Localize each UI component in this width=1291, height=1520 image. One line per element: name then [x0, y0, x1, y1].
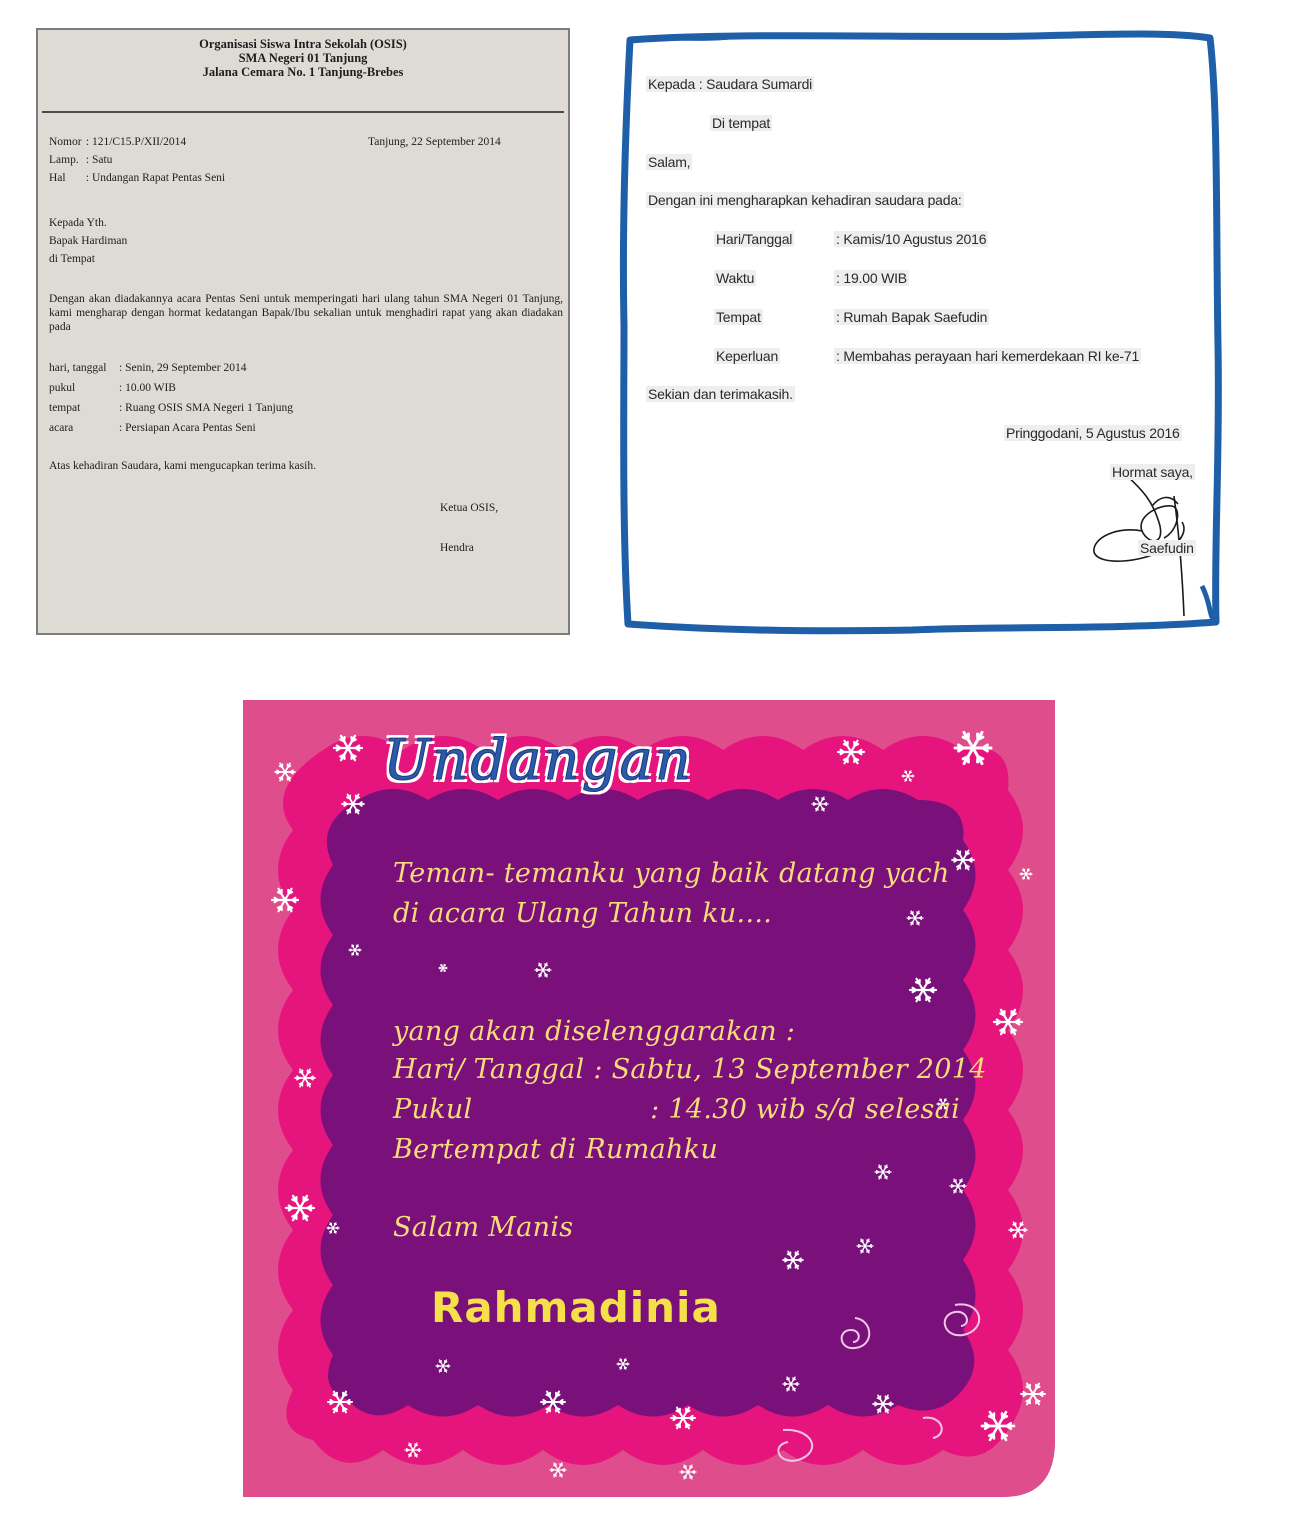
card-line: yang akan diselenggarakan :: [393, 1016, 796, 1047]
lamp-label: Lamp.: [49, 154, 79, 166]
letter-date: Tanjung, 22 September 2014: [368, 136, 501, 148]
nomor-line: [49, 136, 186, 148]
detail-value: : 10.00 WIB: [119, 382, 176, 394]
detail-value: : 19.00 WIB: [836, 270, 907, 286]
detail-row: [49, 378, 293, 398]
sender-name: Saefudin: [1140, 540, 1194, 556]
letter-body: Dengan akan diadakannya acara Pentas Seni untuk memperingati hari ulang tahun SMA Negeri 01 Tanjung, kami mengharap dengan hormat kedatangan Bapak/Ibu sekalian untuk menghadiri rapat yang akan diadakan pada: [49, 293, 563, 333]
detail-label: Keperluan: [716, 348, 779, 364]
intro-text: Dengan ini mengharapkan kehadiran saudara pada:: [648, 192, 962, 208]
lamp-value: : Satu: [85, 154, 113, 166]
lamp-line: [49, 154, 112, 166]
regards: Hormat saya,: [1112, 464, 1193, 480]
school-name: SMA Negeri 01 Tanjung: [238, 51, 368, 65]
card-line: Pukul : 14.30 wib s/d selesai: [393, 1094, 961, 1125]
recipient-block: [49, 214, 127, 268]
informal-letter: [612, 26, 1232, 638]
detail-value: : Senin, 29 September 2014: [119, 362, 247, 374]
recipient-line: Kepada Yth.: [49, 217, 107, 229]
detail-value: : Rumah Bapak Saefudin: [836, 309, 988, 325]
hal-label: Hal: [49, 172, 66, 184]
detail-value: : Kamis/10 Agustus 2016: [836, 231, 987, 247]
closing-text: Atas kehadiran Saudara, kami mengucapkan terima kasih.: [49, 460, 316, 472]
hal-line: [49, 172, 225, 184]
nomor-value: : 121/C15.P/XII/2014: [85, 136, 187, 148]
card-line: Teman- temanku yang baik datang yach: [393, 858, 950, 889]
detail-label: Tempat: [716, 309, 761, 325]
card-title: Undangan: [383, 728, 693, 793]
card-line: di acara Ulang Tahun ku....: [393, 898, 773, 929]
greeting: Salam,: [648, 154, 691, 170]
formal-letter: [36, 28, 570, 635]
birthday-invitation-card: [243, 700, 1058, 1500]
card-line: Hari/ Tanggal : Sabtu, 13 September 2014: [393, 1054, 987, 1085]
detail-label: Waktu: [716, 270, 755, 286]
detail-label: Hari/Tanggal: [716, 231, 793, 247]
recipient-line: di Tempat: [49, 253, 95, 265]
letter-date: Pringgodani, 5 Agustus 2016: [1006, 425, 1180, 441]
detail-label: pukul: [49, 382, 76, 394]
letter-header: [42, 33, 564, 113]
detail-value: : Ruang OSIS SMA Negeri 1 Tanjung: [119, 402, 294, 414]
sign-name: Hendra: [440, 542, 474, 554]
nomor-label: Nomor: [49, 136, 82, 148]
detail-label: hari, tanggal: [49, 362, 107, 374]
detail-label: acara: [49, 422, 74, 434]
detail-row: [49, 398, 293, 418]
recipient-line: Bapak Hardiman: [49, 235, 128, 247]
card-line: Salam Manis: [393, 1212, 574, 1243]
detail-row: [49, 358, 293, 378]
sign-title: Ketua OSIS,: [440, 502, 499, 514]
detail-row: [49, 418, 293, 438]
closing-text: Sekian dan terimakasih.: [648, 386, 793, 402]
addressee: Kepada : Saudara Sumardi: [648, 76, 813, 92]
detail-value: : Persiapan Acara Pentas Seni: [119, 422, 256, 434]
card-line: Bertempat di Rumahku: [393, 1134, 719, 1165]
school-address: Jalana Cemara No. 1 Tanjung-Brebes: [202, 65, 404, 79]
addressee-place: Di tempat: [712, 115, 771, 131]
details-list: [49, 358, 293, 438]
hal-value: : Undangan Rapat Pentas Seni: [85, 172, 226, 184]
card-signature: Rahmadinia: [431, 1283, 721, 1332]
detail-value: : Membahas perayaan hari kemerdekaan RI ke-71: [836, 348, 1140, 364]
org-name: Organisasi Siswa Intra Sekolah (OSIS): [199, 37, 407, 51]
detail-label: tempat: [49, 402, 81, 414]
